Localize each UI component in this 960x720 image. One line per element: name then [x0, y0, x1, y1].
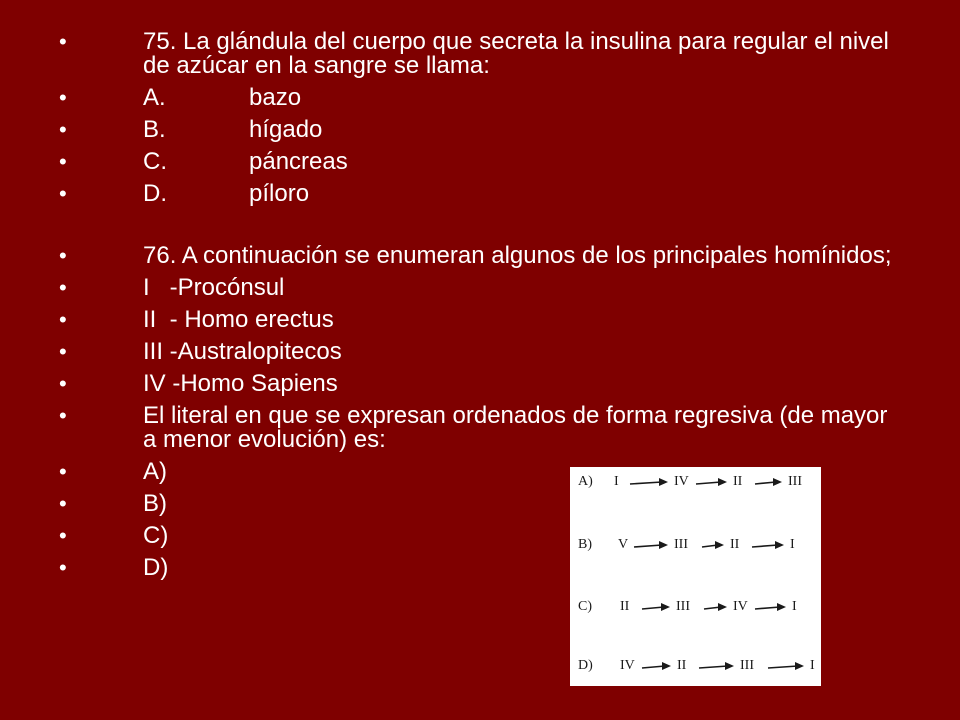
bullet-dot: •: [59, 85, 67, 110]
figure-term: IV: [733, 599, 748, 614]
figure-term: I: [790, 537, 795, 552]
answer-label: D): [143, 554, 169, 581]
option-letter: B.: [143, 116, 166, 143]
hominid-text: III -Australopitecos: [143, 338, 342, 365]
figure-term: II: [730, 537, 740, 552]
option-letter: A.: [143, 84, 166, 111]
option-text: bazo: [249, 84, 302, 111]
figure-term: III: [676, 599, 690, 614]
q75-option-a: [0, 86, 960, 110]
option-text: páncreas: [249, 148, 348, 175]
hominid-text: IV -Homo Sapiens: [143, 370, 338, 397]
q76-prompt-text: El literal en que se expresan ordenados de forma regresiva (de mayor a menor evolución) es:: [143, 402, 888, 453]
option-text: hígado: [249, 116, 323, 143]
answer-label: B): [143, 490, 167, 517]
figure-term: III: [740, 658, 754, 673]
option-letter: D.: [143, 180, 167, 207]
answer-label: C): [143, 522, 169, 549]
figure-term: II: [733, 474, 743, 489]
figure-term: I: [614, 474, 619, 489]
q75-question-text: 75. La glándula del cuerpo que secreta la insulina para regular el nivel de azúcar en la sangre se llama:: [143, 28, 889, 79]
figure-term: I: [810, 658, 815, 673]
q75-option-c: [0, 150, 960, 174]
bullet-dot: •: [59, 117, 67, 142]
bullet-dot: •: [59, 523, 67, 548]
option-letter: C.: [143, 148, 167, 175]
hominid-item-3: [0, 340, 960, 364]
q75-option-d: [0, 182, 960, 206]
q75-question: [0, 30, 960, 78]
q76-prompt: [0, 404, 960, 452]
hominid-item-2: [0, 308, 960, 332]
answer-label: A): [143, 458, 167, 485]
figure-term: III: [788, 474, 802, 489]
figure-term: IV: [674, 474, 689, 489]
figure-term: II: [677, 658, 687, 673]
q75-option-b: [0, 118, 960, 142]
hominid-text: I -Procónsul: [143, 274, 285, 301]
bullet-dot: •: [59, 491, 67, 516]
sequence-figure: [570, 467, 821, 686]
figure-row: [570, 599, 821, 619]
hominid-text: II - Homo erectus: [143, 306, 334, 333]
bullet-dot: •: [59, 275, 67, 300]
bullet-dot: •: [59, 403, 67, 428]
figure-term: III: [674, 537, 688, 552]
bullet-dot: •: [59, 459, 67, 484]
figure-term: I: [792, 599, 797, 614]
figure-row: [570, 537, 821, 557]
figure-row-label: D): [578, 658, 593, 673]
bullet-dot: •: [59, 307, 67, 332]
bullet-dot: •: [59, 243, 67, 268]
q76-question: [0, 244, 960, 268]
figure-row: [570, 658, 821, 678]
figure-row-label: C): [578, 599, 592, 614]
bullet-dot: •: [59, 339, 67, 364]
figure-row-label: B): [578, 537, 592, 552]
hominid-item-4: [0, 372, 960, 396]
spacer: [0, 214, 960, 244]
figure-term: IV: [620, 658, 635, 673]
q76-question-text: 76. A continuación se enumeran algunos de los principales homínidos;: [143, 242, 892, 269]
figure-term: V: [618, 537, 629, 552]
figure-row-label: A): [578, 474, 593, 489]
bullet-dot: •: [59, 149, 67, 174]
option-text: píloro: [249, 180, 310, 207]
bullet-dot: •: [59, 371, 67, 396]
hominid-item-1: [0, 276, 960, 300]
bullet-dot: •: [59, 181, 67, 206]
bullet-dot: •: [59, 555, 67, 580]
bullet-dot: •: [59, 29, 67, 54]
figure-row: [570, 474, 821, 494]
figure-term: II: [620, 599, 630, 614]
arrows-layer: [570, 467, 821, 686]
